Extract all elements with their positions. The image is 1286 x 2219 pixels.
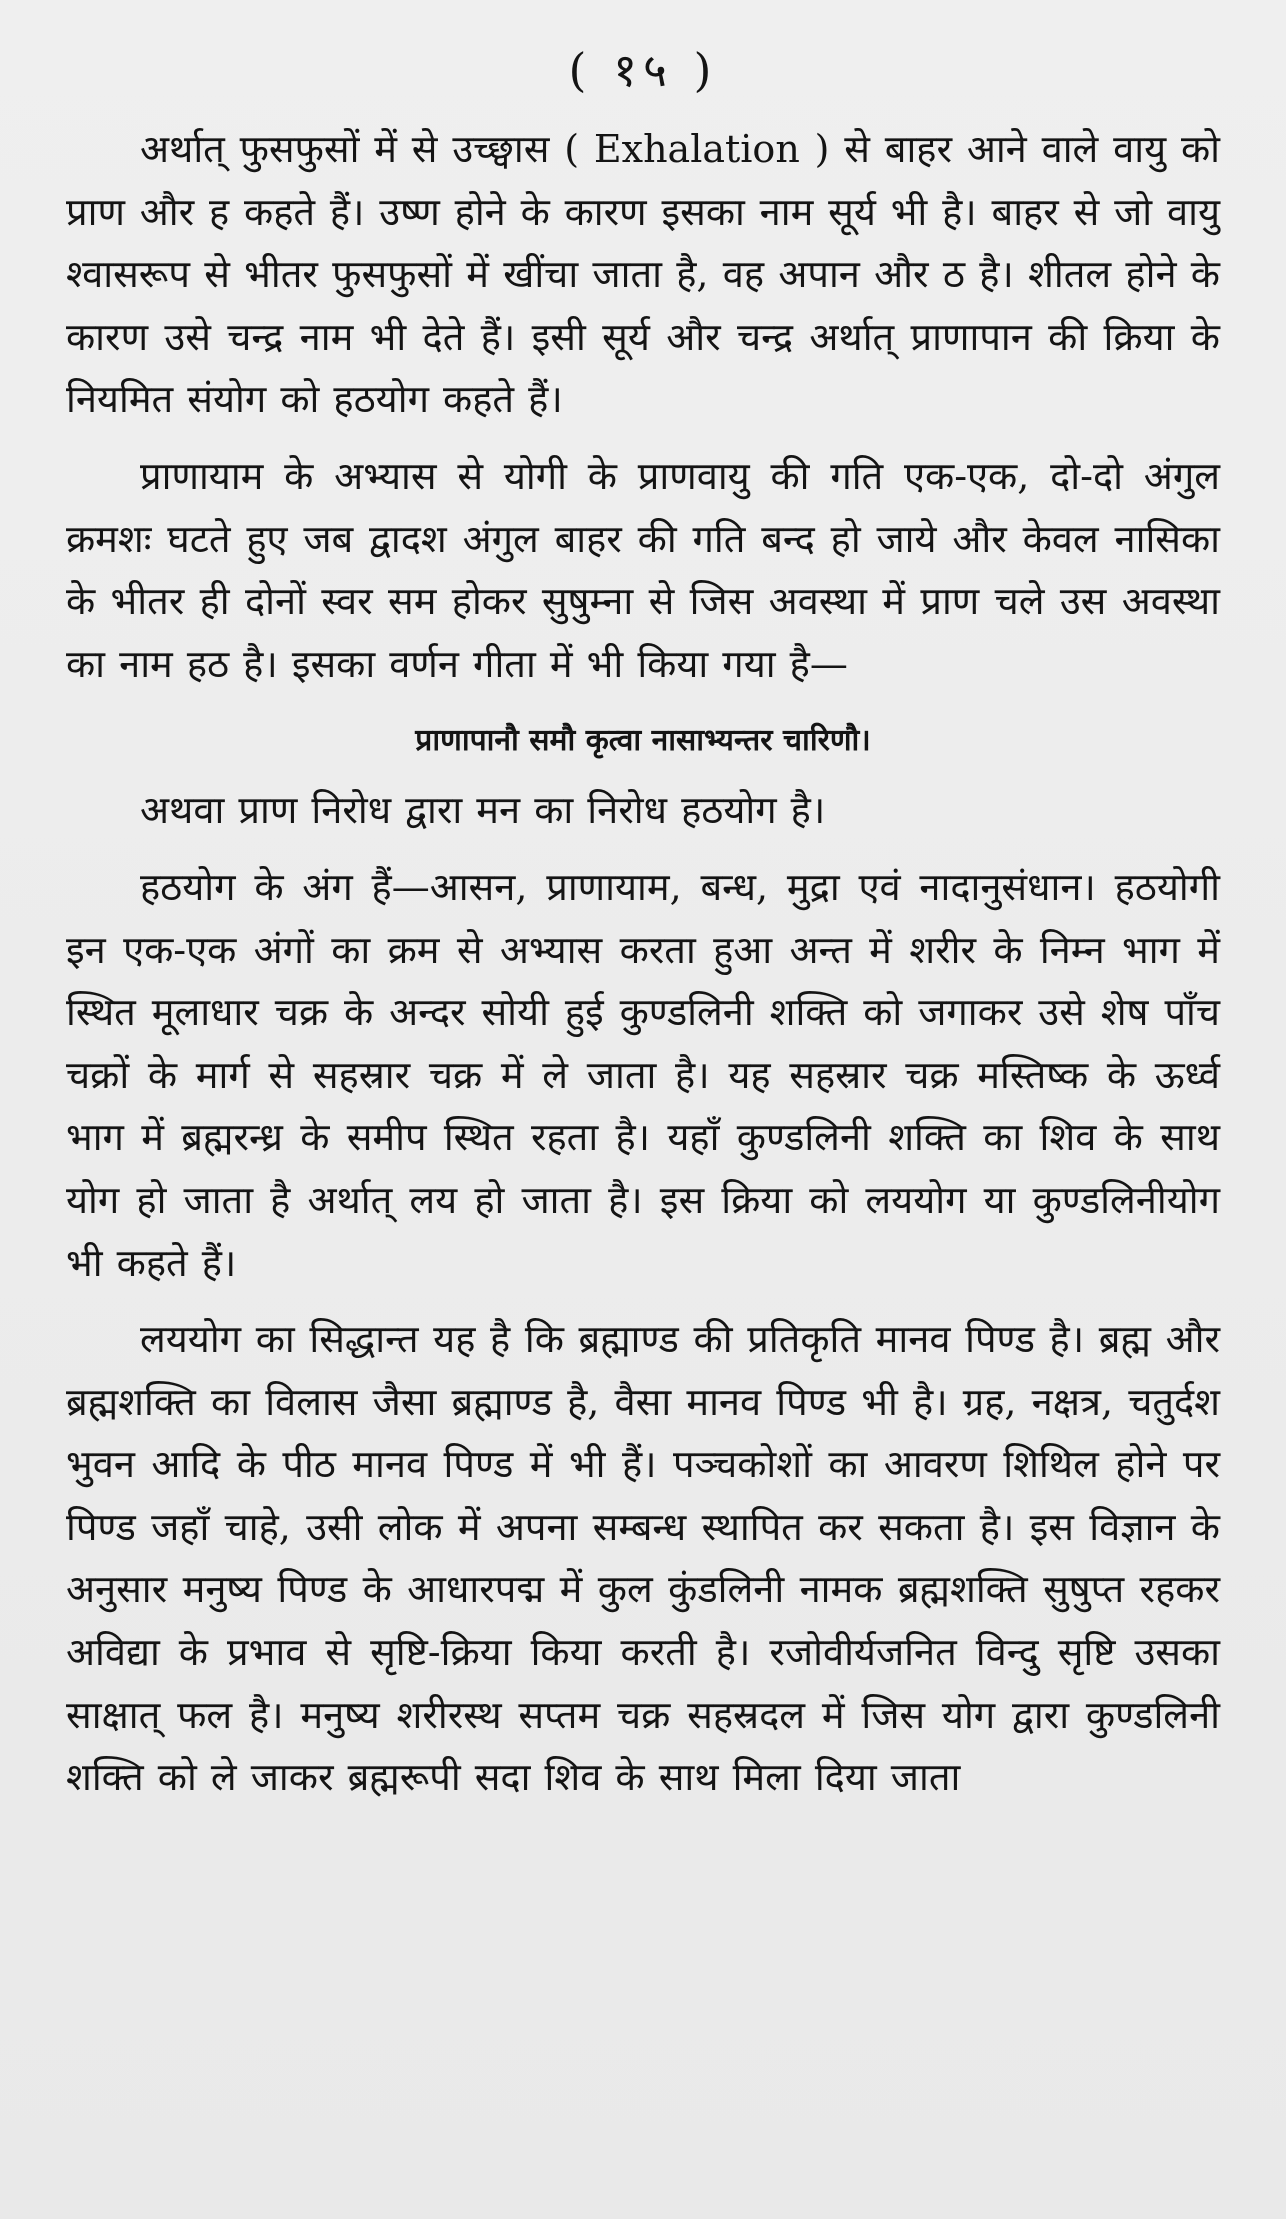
gita-quote: प्राणापानौ समौ कृत्वा नासाभ्यन्तर चारिणौ। xyxy=(415,723,871,759)
paragraph-hathayoga-limbs: हठयोग के अंग हैं—आसन, प्राणायाम, बन्ध, मुद्रा एवं नादानुसंधान। हठयोगी इन एक-एक अंगों का क्रम से अभ्यास करता हुआ अन्त में शरीर के निम्न भाग में स्थित मूलाधार चक्र के अन्दर सोयी हुई कुण्डलिनी शक्ति को जगाकर उसे शेष पाँच चक्रों के मार्ग से सहस्रार चक्र में ले जाता है। यह सहस्रार चक्र मस्तिष्क के ऊर्ध्व भाग में ब्रह्मरन्ध्र के समीप स्थित रहता है। यहाँ कुण्डलिनी शक्ति का शिव के साथ योग हो जाता है अर्थात् लय हो जाता है। इस क्रिया को लययोग या कुण्डलिनीयोग भी कहते हैं। xyxy=(66,864,1220,1285)
page-number: ( १५ ) xyxy=(568,43,718,97)
paragraph-prana-apana: अर्थात् फुसफुसों में से उच्छ्वास ( Exhalation ) से बाहर आने वाले वायु को प्राण और ह कहते हैं। उष्ण होने के कारण इसका नाम सूर्य भी है। बाहर से जो वायु श्वासरूप से भीतर फुसफुसों में खींचा जाता है, वह अपान और ठ है। शीतल होने के कारण उसे चन्द्र नाम भी देते हैं। इसी सूर्य और चन्द्र अर्थात् प्राणापान की क्रिया के नियमित संयोग को हठयोग कहते हैं। xyxy=(66,127,1220,422)
paragraph-hathayoga-definition: अथवा प्राण निरोध द्वारा मन का निरोध हठयोग है। xyxy=(140,788,826,833)
paragraph-layayoga: लययोग का सिद्धान्त यह है कि ब्रह्माण्ड की प्रतिकृति मानव पिण्ड है। ब्रह्म और ब्रह्मशक्ति का विलास जैसा ब्रह्माण्ड है, वैसा मानव पिण्ड भी है। ग्रह, नक्षत्र, चतुर्दश भुवन आदि के पीठ मानव पिण्ड में भी हैं। पञ्चकोशों का आवरण शिथिल होने पर पिण्ड जहाँ चाहे, उसी लोक में अपना सम्बन्ध स्थापित कर सकता है। इस विज्ञान के अनुसार मनुष्य पिण्ड के आधारपद्म में कुल कुंडलिनी नामक ब्रह्मशक्ति सुषुप्त रहकर अविद्या के प्रभाव से सृष्टि-क्रिया किया करती है। रजोवीर्यजनित विन्दु सृष्टि उसका साक्षात् फल है। मनुष्य शरीरस्थ सप्तम चक्र सहस्रदल में जिस योग द्वारा कुण्डलिनी शक्ति को ले जाकर ब्रह्मरूपी सदा शिव के साथ मिला दिया जाता xyxy=(66,1317,1220,1800)
paragraph-pranayama: प्राणायाम के अभ्यास से योगी के प्राणवायु की गति एक-एक, दो-दो अंगुल क्रमशः घटते हुए जब द्वादश अंगुल बाहर की गति बन्द हो जाये और केवल नासिका के भीतर ही दोनों स्वर सम होकर सुषुम्ना से जिस अवस्था में प्राण चले उस अवस्था का नाम हठ है। इसका वर्णन गीता में भी किया गया है— xyxy=(66,453,1220,686)
